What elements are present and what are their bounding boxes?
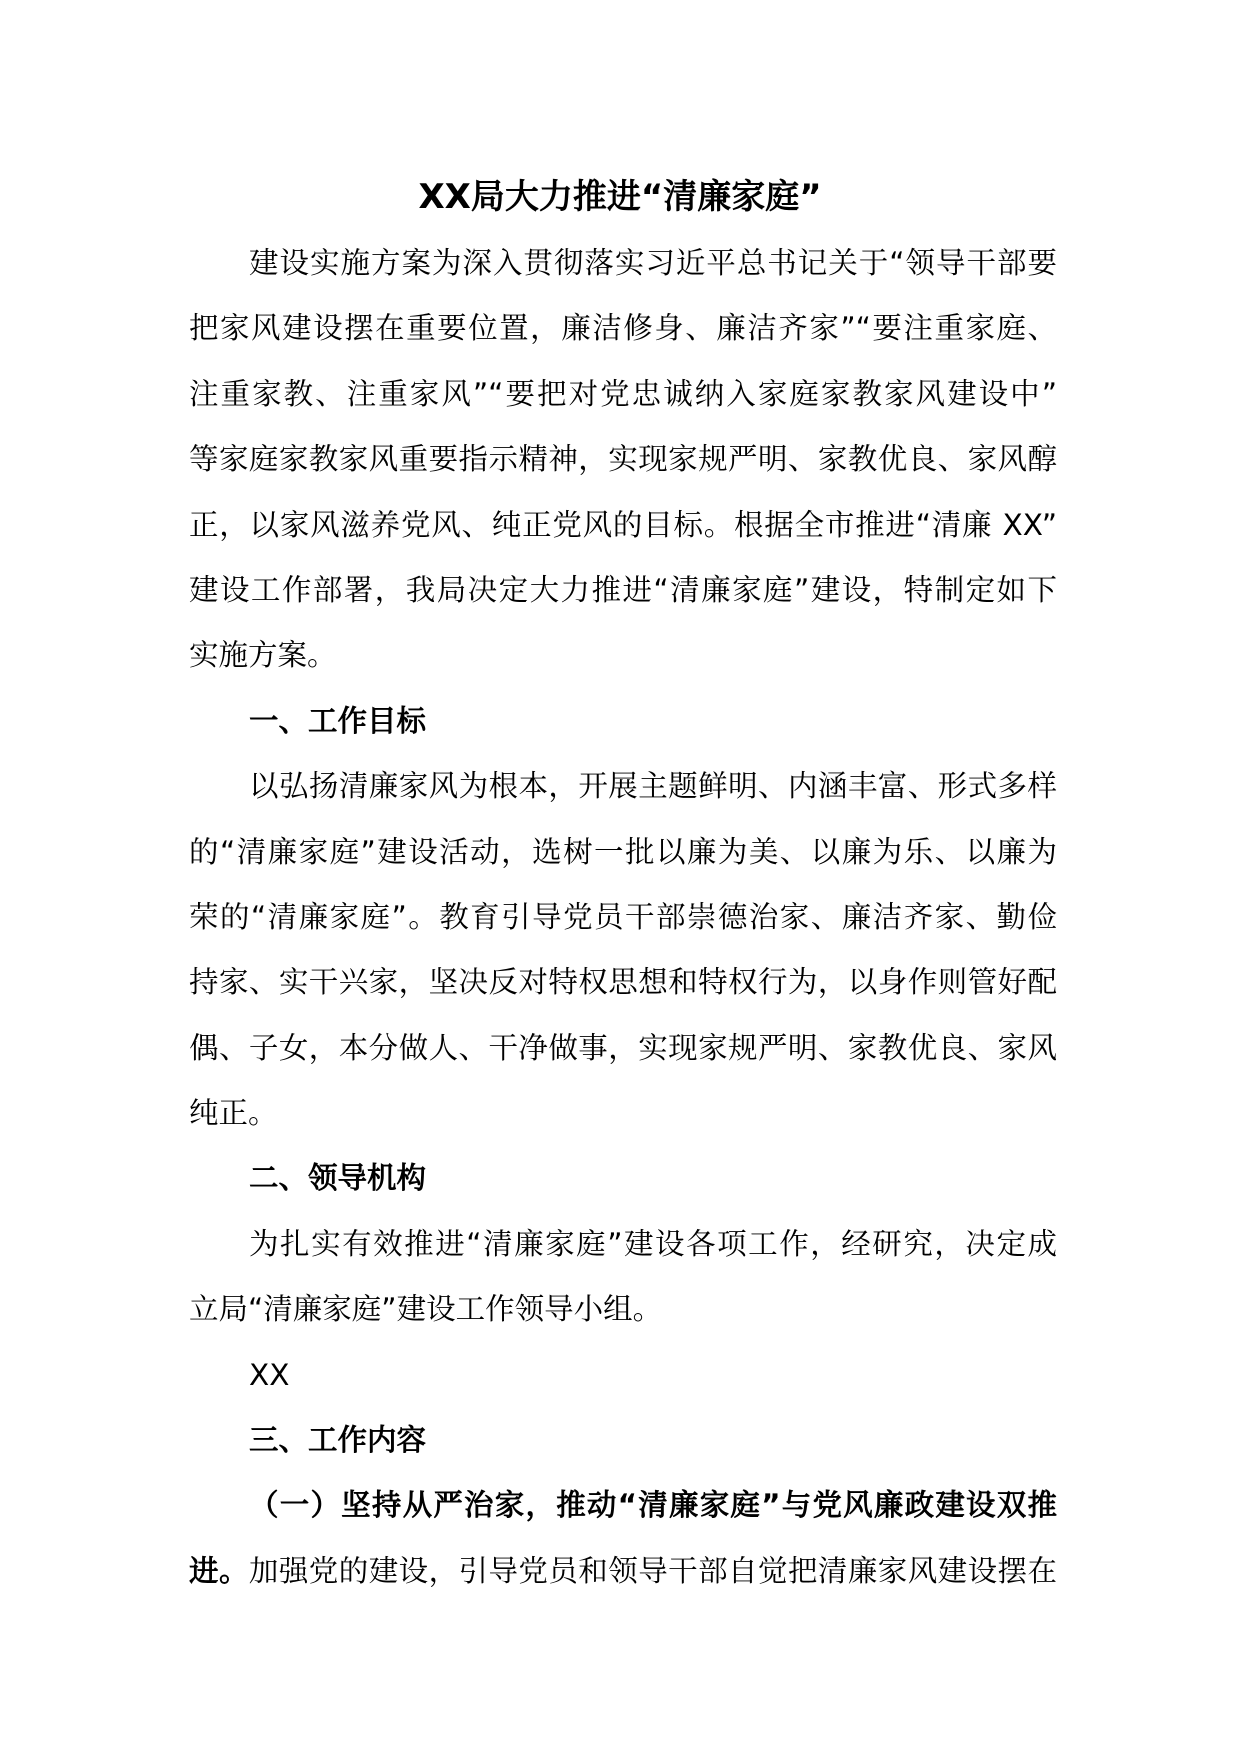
paragraph-line: XX [249,1357,290,1392]
paragraph-line: 持家、实干兴家，坚决反对特权思想和特权行为，以身作则管好配 [189,965,1057,1000]
paragraph-line: 注重家教、注重家风”“要把对党忠诚纳入家庭家教家风建设中” [189,376,1057,411]
document-body [189,231,1057,1604]
section-heading-1: 一、工作目标 [249,703,427,738]
paragraph-line: 正，以家风滋养党风、纯正党风的目标。根据全市推进“清廉 XX” [189,507,1057,542]
paragraph-line: 建设工作部署，我局决定大力推进“清廉家庭”建设，特制定如下 [189,572,1057,607]
section-heading-2: 二、领导机构 [249,1161,427,1196]
paragraph-line: 等家庭家教家风重要指示精神，实现家规严明、家教优良、家风醇 [189,442,1057,477]
subsection-heading-end: 进。 [189,1553,249,1588]
paragraph-line: 偶、子女，本分做人、干净做事，实现家规严明、家教优良、家风 [189,1030,1057,1065]
paragraph-text: 加强党的建设，引导党员和领导干部自觉把清廉家风建设摆在 [248,1553,1057,1588]
paragraph-line: 荣的“清廉家庭”。教育引导党员干部崇德治家、廉洁齐家、勤俭 [189,899,1057,934]
paragraph-line: 实施方案。 [189,638,337,673]
paragraph-line: 建设实施方案为深入贯彻落实习近平总书记关于“领导干部要 [249,246,1057,280]
paragraph-line: 把家风建设摆在重要位置，廉洁修身、廉洁齐家”“要注重家庭、 [189,311,1057,346]
paragraph-line: 纯正。 [189,1096,278,1131]
paragraph-line: 以弘扬清廉家风为根本，开展主题鲜明、内涵丰富、形式多样 [249,769,1057,804]
paragraph-line [189,1539,1057,1604]
paragraph-line: 的“清廉家庭”建设活动，选树一批以廉为美、以廉为乐、以廉为 [189,834,1057,869]
section-heading-3: 三、工作内容 [249,1423,427,1458]
subsection-heading-1: （一）坚持从严治家，推动“清廉家庭”与党风廉政建设双推 [249,1488,1057,1523]
document-title: XX局大力推进“清廉家庭” [418,177,822,217]
paragraph-line: 为扎实有效推进“清廉家庭”建设各项工作，经研究，决定成 [249,1226,1057,1261]
paragraph-line: 立局“清廉家庭”建设工作领导小组。 [189,1292,663,1327]
